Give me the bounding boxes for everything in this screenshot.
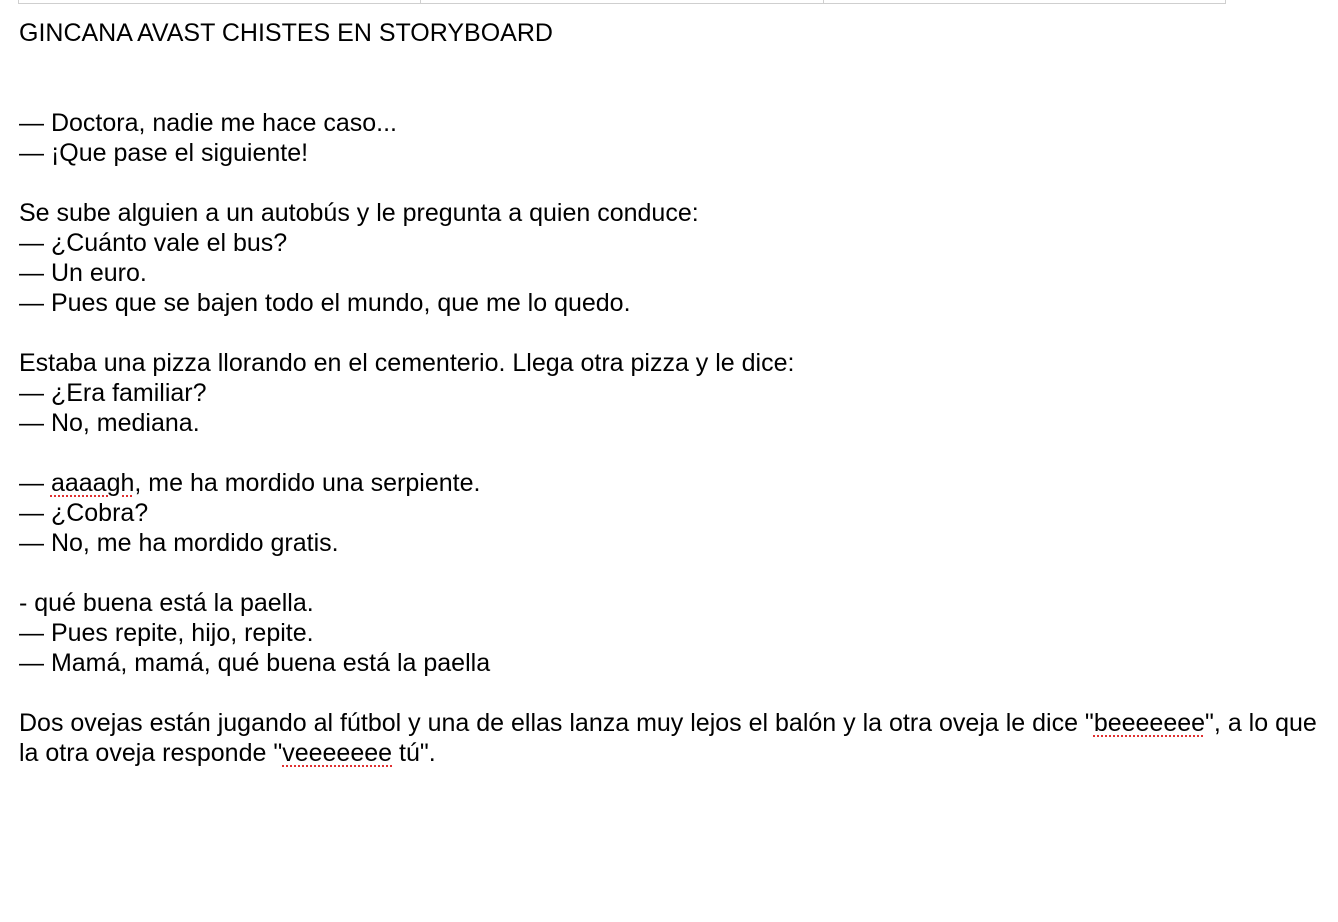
- joke-4: [19, 468, 1319, 558]
- joke-line: — ¿Cobra?: [19, 499, 149, 527]
- paragraph-text: Dos ovejas están jugando al fútbol y una de ellas lanza muy lejos el balón y la otra oveja le dice ": [19, 709, 1094, 737]
- joke-2: [19, 198, 1319, 318]
- joke-paragraph: [19, 708, 1319, 768]
- joke-line: — Pues repite, hijo, repite.: [19, 619, 314, 647]
- joke-line: - qué buena está la paella.: [19, 589, 314, 617]
- joke-3: [19, 348, 1319, 438]
- blank-lines: [19, 48, 1319, 108]
- joke-5: [19, 588, 1319, 678]
- joke-6: [19, 708, 1319, 768]
- table-cell: [421, 0, 823, 3]
- joke-line: — Mamá, mamá, qué buena está la paella: [19, 649, 491, 677]
- joke-line: — ¡Que pase el siguiente!: [19, 139, 309, 167]
- joke-line: Estaba una pizza llorando en el cementerio. Llega otra pizza y le dice:: [19, 349, 795, 377]
- joke-line: — ¿Era familiar?: [19, 379, 207, 407]
- joke-line: — ¿Cuánto vale el bus?: [19, 229, 288, 257]
- line-suffix: , me ha mordido una serpiente.: [134, 469, 481, 497]
- joke-line: — No, mediana.: [19, 409, 200, 437]
- misspelled-word[interactable]: veeeeeee: [282, 739, 393, 767]
- joke-line: — Doctora, nadie me hace caso...: [19, 109, 397, 137]
- joke-1: [19, 108, 1319, 168]
- table-cell: [824, 0, 1225, 3]
- misspelled-word[interactable]: beeeeeee: [1093, 709, 1206, 737]
- paragraph-text: ", a lo que la otra oveja responde ": [19, 709, 1317, 767]
- joke-line: — No, me ha mordido gratis.: [19, 529, 339, 557]
- document-title: GINCANA AVAST CHISTES EN STORYBOARD: [19, 19, 553, 47]
- document-body[interactable]: [19, 18, 1319, 768]
- table-cell: [19, 0, 421, 3]
- paragraph-text: tú".: [392, 739, 436, 767]
- joke-line: — Un euro.: [19, 259, 147, 287]
- line-prefix: —: [19, 469, 51, 497]
- table-border-remnant: [18, 0, 1226, 4]
- joke-line: Se sube alguien a un autobús y le pregunta a quien conduce:: [19, 199, 699, 227]
- joke-line: [19, 468, 1319, 498]
- misspelled-word[interactable]: aaaagh: [50, 469, 135, 497]
- joke-line: — Pues que se bajen todo el mundo, que me lo quedo.: [19, 289, 631, 317]
